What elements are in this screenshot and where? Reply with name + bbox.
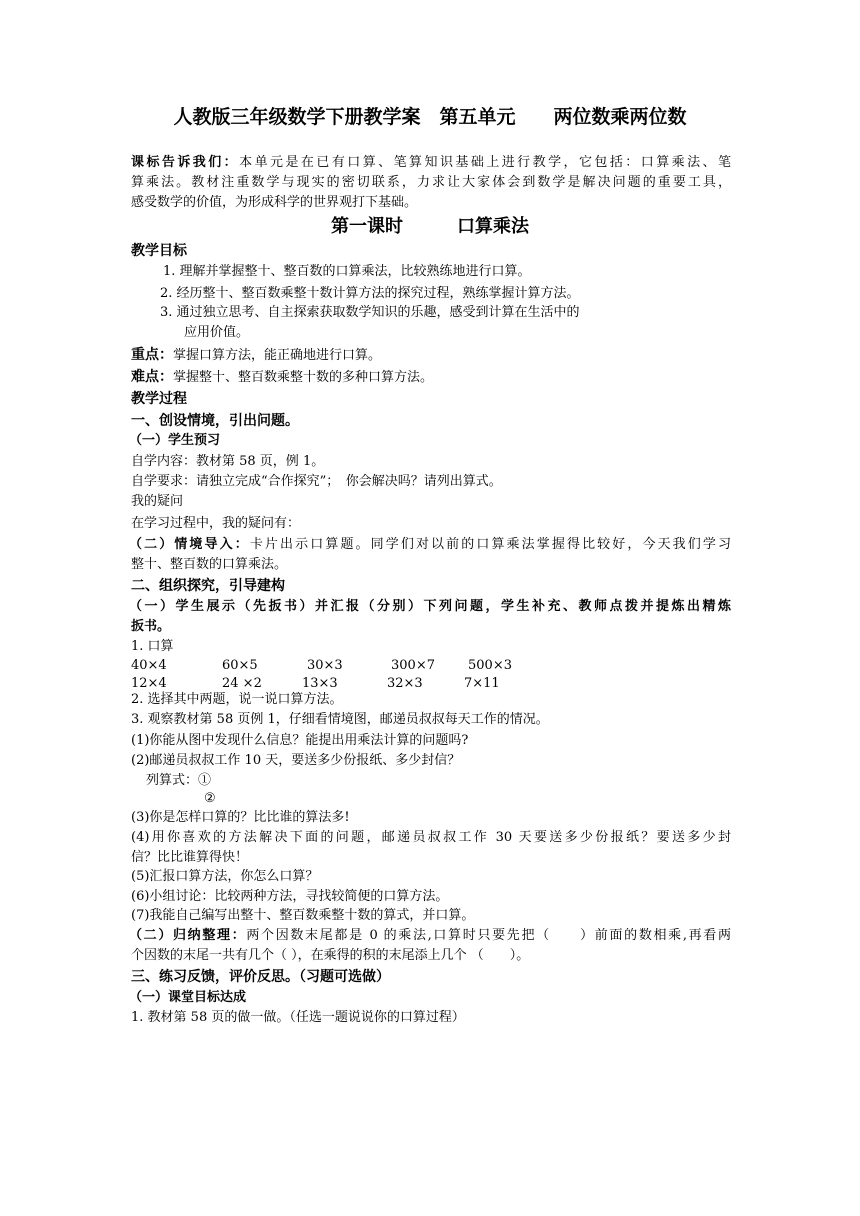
calc-item: 32×3 bbox=[387, 676, 423, 691]
calc-item: 12×4 bbox=[131, 676, 167, 691]
prompt-5: (5)汇报口算方法，你怎么口算？ bbox=[131, 869, 319, 884]
section-2-sub-2-line-2: 个因数的末尾一共有几个（ ），在乘得的积的末尾添上几个 （ ）。 bbox=[131, 948, 530, 963]
intro-text-1: 本单元是在已有口算、笔算知识基础上进行教学，它包括：口算乘法、笔 bbox=[239, 155, 731, 170]
section-1-sub-2-label: （二）情境导入： bbox=[129, 537, 250, 552]
section-1-sub-2-text: 卡片出示口算题。同学们对以前的口算乘法掌握得比较好，今天我们学习 bbox=[249, 537, 731, 552]
calc-item: 24 ×2 bbox=[222, 676, 262, 691]
section-1-line-1: 自学内容：教材第 58 页，例 1。 bbox=[131, 454, 325, 469]
calc-item: 13×3 bbox=[302, 676, 338, 691]
question-2: 2. 选择其中两题，说一说口算方法。 bbox=[131, 692, 343, 707]
goal-2: 2. 经历整十、整百数乘整十数计算方法的探究过程，熟练掌握计算方法。 bbox=[160, 286, 580, 301]
section-3-sub-1: （一）课堂目标达成 bbox=[129, 990, 247, 1005]
prompt-4-line-2: 信？比比谁算得快！ bbox=[131, 850, 249, 865]
key-point-label: 重点： bbox=[131, 347, 173, 363]
prompt-4-line-1: (4)用你喜欢的方法解决下面的问题，邮递员叔叔工作 30 天要送多少份报纸？要送多少封 bbox=[131, 830, 731, 845]
intro-line-1 bbox=[131, 153, 731, 173]
section-3-heading: 三、练习反馈，评价反思。（习题可选做） bbox=[131, 969, 390, 985]
section-1-sub-1: （一）学生预习 bbox=[129, 433, 221, 448]
question-3: 3. 观察教材第 58 页例 1，仔细看情境图，邮递员叔叔每天工作的情况。 bbox=[131, 712, 549, 727]
key-point bbox=[131, 345, 731, 366]
difficulty-label: 难点： bbox=[131, 369, 173, 385]
prompt-3: (3)你是怎样口算的？比比谁的算法多! bbox=[131, 810, 350, 825]
document-title: 人教版三年级数学下册教学案 第五单元 两位数乘两位数 bbox=[173, 106, 687, 128]
section-2-sub-2-text: 两个因数末尾都是 0 的乘法,口算时只要先把（ ）前面的数相乘,再看两 bbox=[246, 928, 731, 943]
section-2-sub-2-label: （二）归纳整理： bbox=[129, 928, 247, 943]
process-heading: 教学过程 bbox=[131, 391, 187, 407]
prompt-1: (1)你能从图中发现什么信息？能提出用乘法计算的问题吗? bbox=[131, 733, 469, 748]
goals-heading: 教学目标 bbox=[131, 243, 187, 259]
calc-item: 500×3 bbox=[468, 658, 512, 673]
section-2-heading: 二、组织探究，引导建构 bbox=[131, 578, 285, 594]
intro-label: 课标告诉我们： bbox=[131, 155, 240, 170]
calc-item: 60×5 bbox=[222, 658, 258, 673]
section-2-sub-2-line-1 bbox=[129, 926, 731, 946]
question-1: 1. 口算 bbox=[131, 639, 174, 654]
section-1-line-4: 在学习过程中，我的疑问有： bbox=[131, 516, 301, 531]
calc-item: 30×3 bbox=[307, 658, 343, 673]
section-1-heading: 一、创设情境，引出问题。 bbox=[131, 413, 299, 429]
section-2-sub-1-line-2: 扳书。 bbox=[131, 619, 171, 634]
section-1-sub-2-line-2: 整十、整百数的口算乘法。 bbox=[131, 557, 288, 572]
section-1-line-2: 自学要求：请独立完成“合作探究”； 你会解决吗？请列出算式。 bbox=[131, 474, 502, 489]
prompt-2-formula-1: 列算式：① bbox=[146, 773, 212, 788]
intro-line-2: 算乘法。教材注重数学与现实的密切联系，力求让大家体会到数学是解决问题的重要工具， bbox=[131, 175, 731, 190]
prompt-7: (7)我能自己编写出整十、整百数乘整十数的算式，并口算。 bbox=[131, 908, 475, 923]
section-1-sub-2-line-1 bbox=[129, 535, 731, 555]
section-3-line-1: 1. 教材第 58 页的做一做。（任选一题说说你的口算过程） bbox=[131, 1010, 465, 1025]
calc-item: 40×4 bbox=[131, 658, 167, 673]
calc-item: 300×7 bbox=[391, 658, 435, 673]
intro-line-3: 感受数学的价值，为形成科学的世界观打下基础。 bbox=[131, 195, 418, 210]
difficulty-text: 掌握整十、整百数乘整十数的多种口算方法。 bbox=[173, 370, 434, 385]
calc-item: 7×11 bbox=[464, 676, 500, 691]
difficulty bbox=[131, 367, 731, 388]
section-2-sub-1-line-1: （一）学生展示（先扳书）并汇报（分别）下列问题，学生补充、教师点拨并提炼出精炼 bbox=[129, 599, 731, 614]
prompt-2: (2)邮递员叔叔工作 10 天，要送多少份报纸、多少封信？ bbox=[131, 753, 461, 768]
prompt-6: (6)小组讨论：比较两种方法，寻找较简便的口算方法。 bbox=[131, 889, 449, 904]
goal-1: 1. 理解并掌握整十、整百数的口算乘法，比较熟练地进行口算。 bbox=[163, 264, 531, 279]
goal-3-line-1: 3. 通过独立思考、自主探索获取数学知识的乐趣，感受到计算在生活中的 bbox=[160, 305, 580, 320]
prompt-2-formula-2: ② bbox=[204, 791, 216, 806]
goal-3-line-2: 应用价值。 bbox=[184, 325, 250, 340]
section-1-line-3: 我的疑问 bbox=[131, 494, 184, 509]
lesson-title: 第一课时 口算乘法 bbox=[331, 216, 529, 237]
key-point-text: 掌握口算方法，能正确地进行口算。 bbox=[173, 348, 382, 363]
